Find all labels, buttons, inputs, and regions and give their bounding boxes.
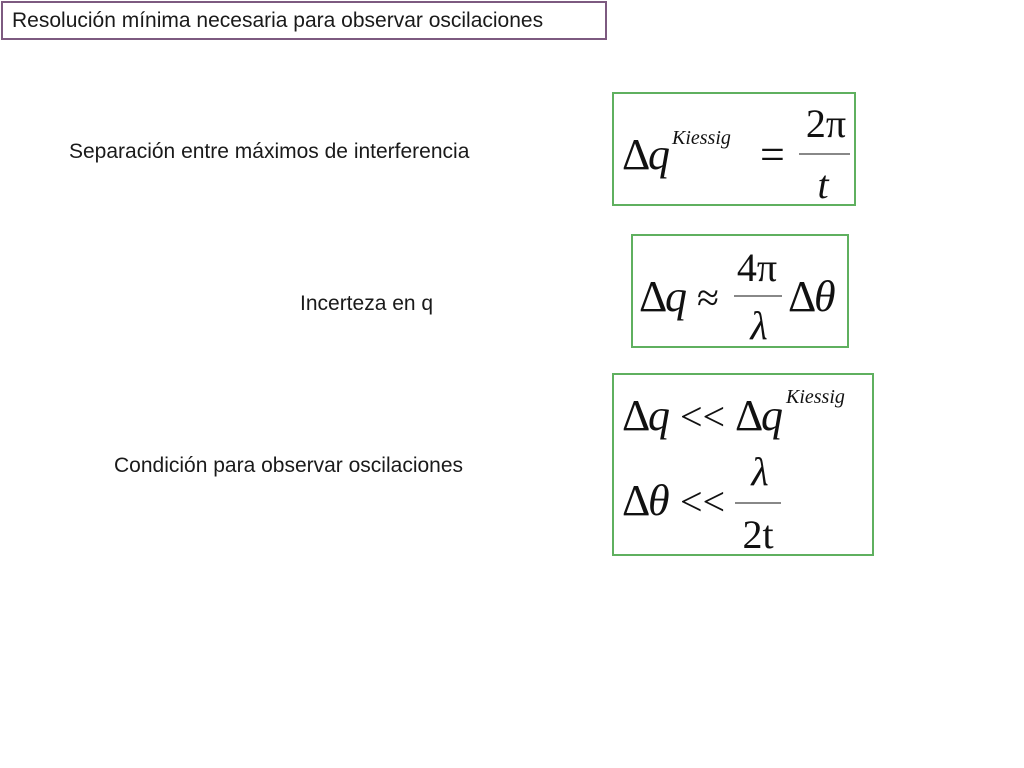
kiessig-equation-box xyxy=(612,92,856,206)
separation-label: Separación entre máximos de interferencia xyxy=(69,140,470,163)
equals-sign: = xyxy=(760,130,785,179)
condition-equation-box xyxy=(612,373,874,556)
theta-variable: θ xyxy=(814,272,836,321)
delta-symbol: Δ xyxy=(622,130,651,179)
denominator-2t: 2t xyxy=(742,512,774,554)
much-less-sign-2: << xyxy=(680,479,726,524)
delta-symbol: Δ xyxy=(622,391,651,440)
much-less-sign: << xyxy=(680,394,726,439)
numerator-2pi: 2π xyxy=(805,101,847,146)
kiessig-superscript: Kiessig xyxy=(786,386,845,408)
uncertainty-equation-box xyxy=(631,234,849,348)
uncertainty-label: Incerteza en q xyxy=(300,292,434,315)
q-variable: q xyxy=(665,272,687,321)
delta-symbol-2: Δ xyxy=(788,272,817,321)
slide-title xyxy=(1,1,607,40)
approx-sign: ≈ xyxy=(697,275,719,320)
denominator-lambda: λ xyxy=(750,303,768,346)
condition-equations xyxy=(614,375,872,554)
q-variable: q xyxy=(648,130,670,179)
slide-title-text: Resolución mínima necesaria para observar oscilaciones xyxy=(12,9,544,32)
theta-variable: θ xyxy=(648,476,670,525)
delta-symbol-2: Δ xyxy=(735,391,764,440)
denominator-t: t xyxy=(817,162,829,204)
q-variable: q xyxy=(648,391,670,440)
numerator-4pi: 4π xyxy=(736,245,778,290)
uncertainty-equation xyxy=(633,236,847,346)
kiessig-equation xyxy=(614,94,854,204)
condition-label: Condición para observar oscilaciones xyxy=(114,454,464,477)
q-variable-2: q xyxy=(761,391,783,440)
delta-symbol-3: Δ xyxy=(622,476,651,525)
delta-symbol: Δ xyxy=(639,272,668,321)
kiessig-superscript: Kiessig xyxy=(672,127,731,149)
numerator-lambda: λ xyxy=(751,449,769,494)
